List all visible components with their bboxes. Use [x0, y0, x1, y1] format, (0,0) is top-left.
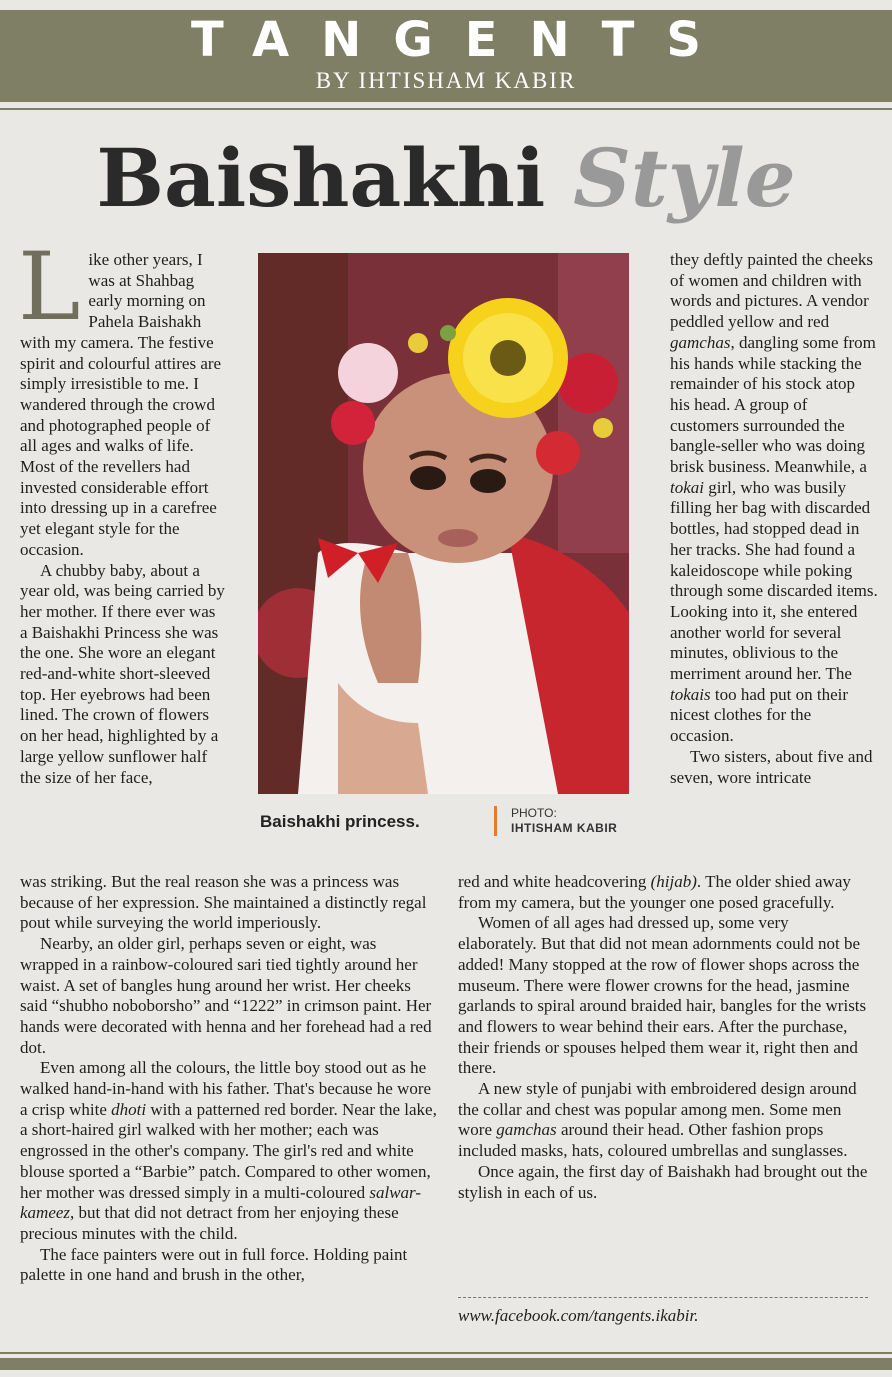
paragraph-4: Even among all the colours, the little boy stood out as he walked hand-in-hand with his father. That's because he wore a crisp white dhoti with a patterned red border. Near the lake, a short-haired girl walked with her mother; each was engrossed in the other's company. The girl's red and white blouse sported a “Barbie” patch. Compared to other women, her mother was dressed simply in a multi-coloured salwar-kameez, but that did not detract from her enjoying these precious minutes with the child.: [20, 1058, 437, 1243]
photo-credit-label: PHOTO:: [511, 806, 557, 820]
photo-credit: [494, 806, 617, 836]
baby-illustration: [258, 253, 629, 794]
paragraph-1: ike other years, I was at Shahbag early morning on Pahela Baishakh with my camera. The festive spirit and colourful attires are simply irresistible to me. I wandered through the crowd and photographed people of all ages and walks of life. Most of the revellers had invested considerable effort into dressing up in a carefree yet elegant style for the occasion.: [20, 250, 222, 559]
article-column-lower-right: [458, 872, 870, 1203]
column-name: TANGENTS: [190, 12, 733, 68]
paragraph-closing: Once again, the first day of Baishakh had brought out the stylish in each of us.: [458, 1161, 868, 1202]
paragraph-2-cont: was striking. But the real reason she was a princess was because of her expression. She maintained a distinctly regal pout while surveying the world imperiously.: [20, 872, 427, 933]
footer-divider: [458, 1297, 868, 1298]
paragraph-punjabi: A new style of punjabi with embroidered design around the collar and chest was popular among men. Some men wore gamchas around their head. Other fashion props included masks, hats, coloured umbrellas and sunglasses.: [458, 1079, 857, 1161]
headline-accent: Style: [573, 131, 796, 225]
article-column-lower-left: [20, 872, 438, 1286]
drop-cap: L: [18, 233, 81, 342]
paragraph-2: A chubby baby, about a year old, was being carried by her mother. If there ever was a Baishakhi Princess she was the one. She wore an elegant red-and-white short-sleeved top. Her eyebrows had been lined. The crown of flowers on her head, highlighted by a large yellow sunflower half the size of her face,: [20, 560, 225, 787]
paragraph-face-painters-cont: they deftly painted the cheeks of women and children with words and pictures. A vendor peddled yellow and red gamchas, dangling some from his hands while stacking the remainder of his stock atop his head. A group of customers surrounded the bangle-seller who was doing brisk business. Meanwhile, a tokai girl, who was busily filling her bag with discarded bottles, had stopped dead in her tracks. She had found a kaleidoscope while poking through some discarded items. Looking into it, she entered another world for several minutes, oblivious to the merriment around her. The tokais too had put on their nicest clothes for the occasion.: [670, 250, 878, 746]
paragraph-3: Nearby, an older girl, perhaps seven or eight, was wrapped in a rainbow-coloured sari tied tightly around her waist. A set of bangles hung around her wrist. Her cheeks said “shubho noboborsho” and “1222” in crimson paint. Her hands were decorated with henna and her forehead had a red dot.: [20, 934, 432, 1057]
article-column-1: [18, 233, 226, 788]
top-rule: [0, 108, 892, 110]
photo-credit-name: IHTISHAM KABIR: [511, 821, 618, 835]
paragraph-sisters-cont: red and white headcovering (hijab). The older shied away from my camera, but the younger one posed gracefully.: [458, 872, 851, 912]
paragraph-5: The face painters were out in full force. Holding paint palette in one hand and brush in the other,: [20, 1244, 408, 1285]
byline: BY IHTISHAM KABIR: [315, 68, 577, 93]
article-column-3: [670, 250, 878, 788]
photo-caption: Baishakhi princess.: [260, 812, 420, 831]
bottom-bar: [0, 1358, 892, 1370]
baby-photo: [258, 253, 629, 794]
headline: [0, 128, 892, 228]
paragraph-sisters: Two sisters, about five and seven, wore intricate: [670, 746, 873, 787]
facebook-link[interactable]: www.facebook.com/tangents.ikabir.: [458, 1306, 699, 1325]
headline-main: Baishakhi: [96, 131, 546, 225]
bottom-rule: [0, 1352, 892, 1354]
paragraph-women: Women of all ages had dressed up, some very elaborately. But that did not mean adornments could not be added! Many stopped at the row of flower shops across the museum. There were flower crowns for the head, jasmine garlands to spiral around braided hair, bangles for the wrists and flowers to wear behind their ears. After the purchase, their friends or spouses helped them wear it, right then and there.: [458, 913, 867, 1078]
